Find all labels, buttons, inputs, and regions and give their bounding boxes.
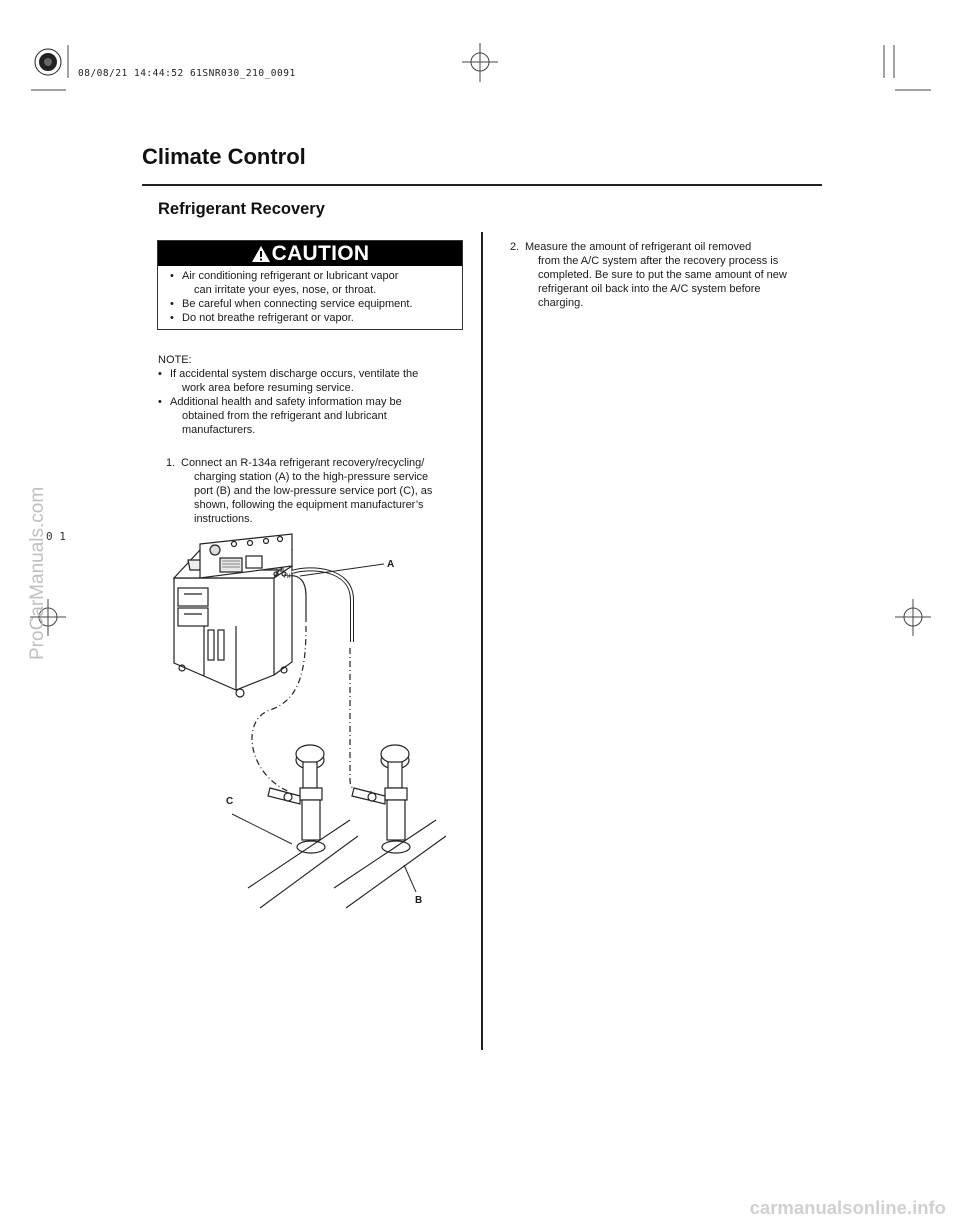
side-mark: 0 1 <box>46 530 66 543</box>
callout-c: C <box>226 796 234 807</box>
caution-item: • Do not breathe refrigerant or vapor. <box>170 311 456 325</box>
step-2: 2. Measure the amount of refrigerant oil removed from the A/C system after the recovery process is completed. Be sure to put the same amount of new refrigerant oil back into the A/C system before charging. <box>510 241 787 309</box>
note-item: • If accidental system discharge occurs, ventilate the work area before resuming service. <box>158 367 476 395</box>
step-number: 1. <box>166 457 176 469</box>
title-rule <box>142 184 822 186</box>
caution-label: CAUTION <box>271 241 370 265</box>
caution-list <box>170 269 456 325</box>
high-pressure-port-icon <box>352 745 410 853</box>
subsection-title: Refrigerant Recovery <box>158 200 325 218</box>
footer-watermark: carmanualsonline.info <box>749 1197 946 1218</box>
column-divider <box>481 232 483 1050</box>
side-watermark: ProCarManuals.com <box>27 486 48 660</box>
print-stamp: 08/08/21 14:44:52 61SNR030_210_0091 <box>78 68 296 79</box>
note-item: • Additional health and safety information may be obtained from the refrigerant and lubricant manufacturers. <box>158 395 476 437</box>
station-hi-label: HI <box>284 574 290 580</box>
caution-header <box>158 241 462 266</box>
section-title: Climate Control <box>142 144 306 169</box>
note-block <box>158 353 476 437</box>
step-1: 1. Connect an R-134a refrigerant recovery/recycling/ charging station (A) to the high-pressure service port (B) and the low-pressure service port (C), as shown, following the equipment manufacturer’s instructions. <box>166 457 433 525</box>
step-number: 2. <box>510 241 520 253</box>
callout-b: B <box>415 895 423 906</box>
note-heading: NOTE: <box>158 354 192 366</box>
caution-item: • Be careful when connecting service equipment. <box>170 297 456 311</box>
callout-a: A <box>387 559 395 570</box>
caution-box <box>157 240 463 330</box>
caution-item: • Air conditioning refrigerant or lubricant vapor can irritate your eyes, nose, or throat. <box>170 269 456 297</box>
station-lo-label: LO <box>276 568 285 574</box>
registration-target-icon <box>35 49 61 75</box>
warning-triangle-icon <box>251 245 271 263</box>
recovery-station-figure <box>160 530 460 920</box>
